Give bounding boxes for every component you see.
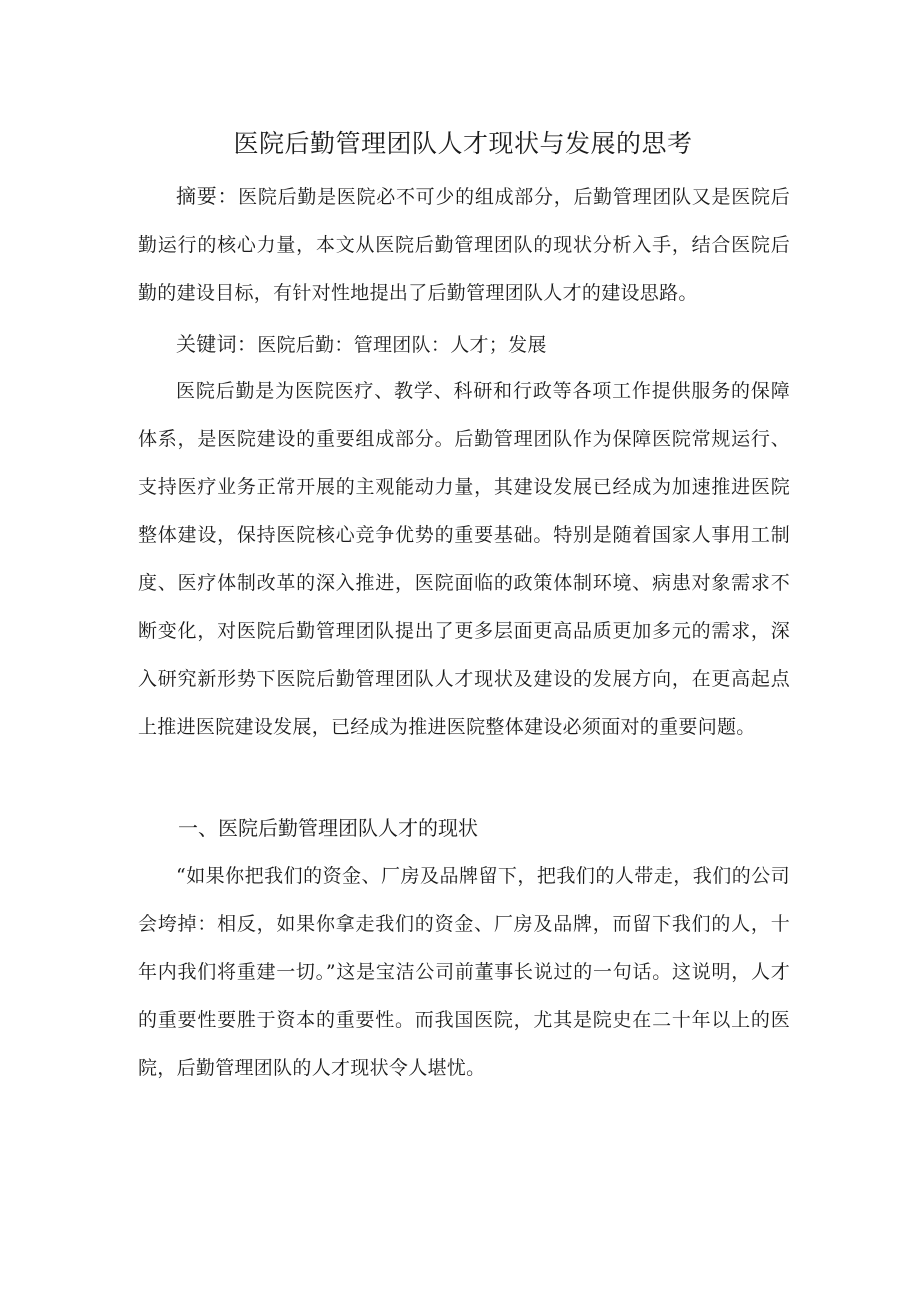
abstract-paragraph xyxy=(138,172,790,317)
abstract-text: 医院后勤是医院必不可少的组成部分，后勤管理团队又是医院后勤运行的核心力量，本文从医院后勤管理团队的现状分析入手，结合医院后勤的建设目标，有针对性地提出了后勤管理团队人才的建设思路。 xyxy=(138,186,790,304)
section-paragraph: “如果你把我们的资金、厂房及品牌留下，把我们的人带走，我们的公司会垮掉：相反，如果你拿走我们的资金、厂房及品牌，而留下我们的人，十年内我们将重建一切。”这是宝洁公司前董事长说过的一句话。这说明，人才的重要性要胜于资本的重要性。而我国医院，尤其是院史在二十年以上的医院，后勤管理团队的人才现状令人堪忧。 xyxy=(138,865,790,1079)
section-heading: 一、医院后勤管理团队人才的现状 xyxy=(178,816,478,840)
abstract-label: 摘要： xyxy=(176,184,239,208)
keywords-paragraph xyxy=(138,320,790,369)
keywords-text: 医院后勤：管理团队：人才；发展 xyxy=(257,334,547,356)
keywords-label: 关键词： xyxy=(176,332,258,356)
document-title: 医院后勤管理团队人才现状与发展的思考 xyxy=(233,129,693,158)
intro-paragraph: 医院后勤是为医院医疗、教学、科研和行政等各项工作提供服务的保障体系，是医院建设的重要组成部分。后勤管理团队作为保障医院常规运行、支持医疗业务正常开展的主观能动力量，其建设发展已经成为加速推进医院整体建设，保持医院核心竞争优势的重要基础。特别是随着国家人事用工制度、医疗体制改革的深入推进，医院面临的政策体制环境、病患对象需求不断变化，对医院后勤管理团队提出了更多层面更高品质更加多元的需求，深入研究新形势下医院后勤管理团队人才现状及建设的发展方向，在更高起点上推进医院建设发展，已经成为推进医院整体建设必须面对的重要问题。 xyxy=(138,380,790,738)
